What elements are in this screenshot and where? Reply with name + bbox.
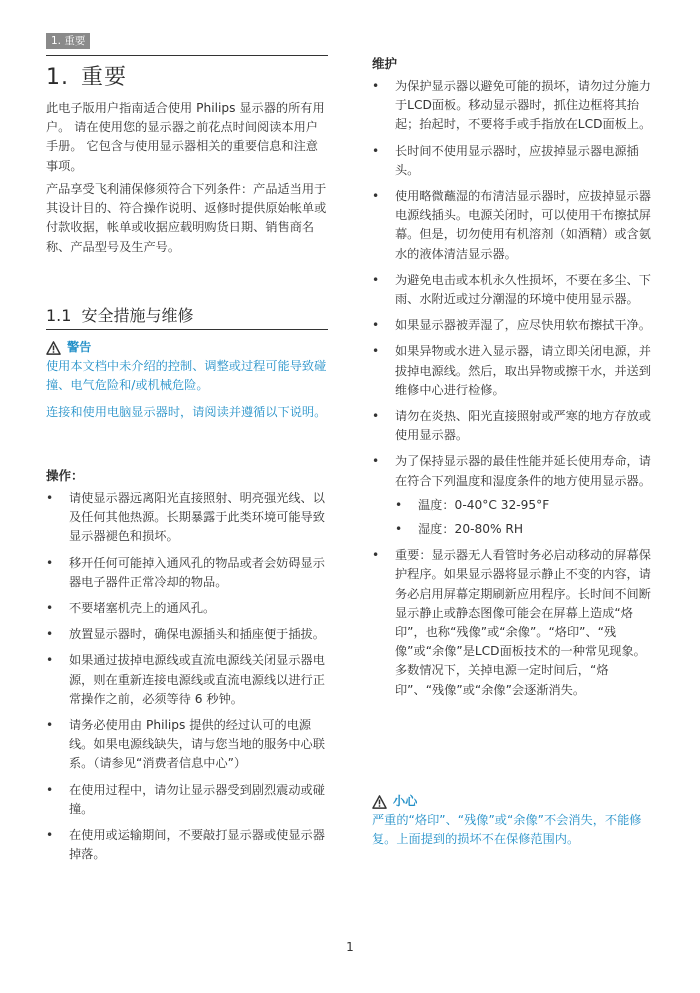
warning-header (46, 338, 328, 357)
list-item (372, 452, 654, 539)
list-item: • 在使用或运输期间，不要敲打显示器或使显示器掉落。 (46, 826, 330, 864)
list-item-text: 为了保持显示器的最佳性能并延长使用寿命，请在符合下列温度和湿度条件的地方使用显示器。 (395, 454, 651, 488)
condition-item: • 温度：0-40°C 32-95°F (395, 496, 654, 515)
condition-item: • 湿度：20-80% RH (395, 520, 654, 539)
section-heading (46, 303, 193, 326)
intro-paragraph-1: 此电子版用户指南适合使用 Philips 显示器的所有用户。 请在使用您的显示器之前花点时间阅读本用户手册。 它包含与使用显示器相关的重要信息和注意事项。 (46, 101, 325, 173)
list-item: • 如果通过拔掉电源线或直流电源线关闭显示器电源，则在重新连接电源线或直流电源线以进行正常操作之前，必须等待 6 秒钟。 (46, 651, 330, 709)
warning-title: 警告 (67, 340, 92, 354)
list-item: • 请勿在炎热、阳光直接照射或严寒的地方存放或使用显示器。 (372, 407, 654, 445)
list-item: • 放置显示器时，确保电源插头和插座便于插拔。 (46, 625, 330, 644)
caution-text: 严重的“烙印”、“残像”或“余像”不会消失，不能修复。上面提到的损坏不在保修范围内。 (372, 813, 642, 847)
warning-triangle-icon (46, 341, 61, 355)
caution-header (372, 792, 654, 811)
caution-block (372, 792, 654, 850)
intro-paragraph-2: 产品享受飞利浦保修须符合下列条件：产品适当用于其设计目的、符合操作说明、返修时提供原始帐单或付款收据，帐单或收据应载明购货日期、销售商名称、产品型号及生产号。 (46, 182, 327, 254)
list-item: • 请使显示器远离阳光直接照射、明亮强光线、以及任何其他热源。长期暴露于此类环境可能导致显示器褪色和损坏。 (46, 489, 330, 547)
chapter-tab: 1. 重要 (46, 33, 90, 49)
list-item: • 不要堵塞机壳上的通风孔。 (46, 599, 330, 618)
list-item: • 重要：显示器无人看管时务必启动移动的屏幕保护程序。如果显示器将显示静止不变的内容，请务必启用屏幕定期刷新应用程序。长时间不间断显示静止或静态图像可能会在屏幕上造成“烙印”，也称“残像”或“余像”。“烙印”、“残像”或“余像”是LCD面板技术的一种常见现象。多数情况下，关掉电源一定时间后，“烙印”、“残像”或“余像”会逐渐消失。 (372, 546, 654, 700)
list-item: • 在使用过程中，请勿让显示器受到剧烈震动或碰撞。 (46, 781, 330, 819)
operation-list (46, 489, 330, 871)
list-item: • 长时间不使用显示器时，应拔掉显示器电源插头。 (372, 142, 654, 180)
divider (46, 329, 328, 330)
warning-block (46, 338, 328, 422)
section-title: 安全措施与维修 (81, 306, 194, 325)
list-item: • 为避免电击或本机永久性损坏，不要在多尘、下雨、水附近或过分潮湿的环境中使用显示器。 (372, 271, 654, 309)
divider (46, 55, 328, 56)
list-item: • 为保护显示器以避免可能的损坏，请勿过分施力于LCD面板。移动显示器时，抓住边框将其抬起；抬起时，不要将手或手指放在LCD面板上。 (372, 77, 654, 135)
page-number: 1 (346, 940, 354, 954)
list-item: • 移开任何可能掉入通风孔的物品或者会妨碍显示器电子器件正常冷却的物品。 (46, 554, 330, 592)
caution-triangle-icon (372, 795, 387, 809)
conditions-list (395, 496, 654, 539)
section-number: 1.1 (46, 306, 72, 325)
maintenance-list (372, 77, 654, 707)
warning-text-1: 使用本文档中未介绍的控制、调整或过程可能导致碰撞、电气危险和/或机械危险。 (46, 359, 327, 393)
list-item: • 使用略微蘸湿的布清洁显示器时，应拔掉显示器电源线插头。电源关闭时，可以使用干布擦拭屏幕。但是，切勿使用有机溶剂（如酒精）或含氨水的液体清洁显示器。 (372, 187, 654, 264)
caution-title: 小心 (393, 794, 418, 808)
operation-heading: 操作： (46, 468, 84, 483)
list-item: • 请务必使用由 Philips 提供的经过认可的电源线。如果电源线缺失，请与您当地的服务中心联系。（请参见“消费者信息中心”） (46, 716, 330, 774)
warning-text-2: 连接和使用电脑显示器时，请阅读并遵循以下说明。 (46, 404, 327, 419)
title-number: 1. (46, 65, 69, 90)
list-item: • 如果显示器被弄湿了，应尽快用软布擦拭干净。 (372, 316, 654, 335)
maintenance-heading: 维护 (372, 56, 398, 71)
list-item: • 如果异物或水进入显示器，请立即关闭电源，并拔掉电源线。然后，取出异物或擦干水，并送到维修中心进行检修。 (372, 342, 654, 400)
title-text: 重要 (81, 65, 128, 90)
page-title (46, 60, 127, 91)
